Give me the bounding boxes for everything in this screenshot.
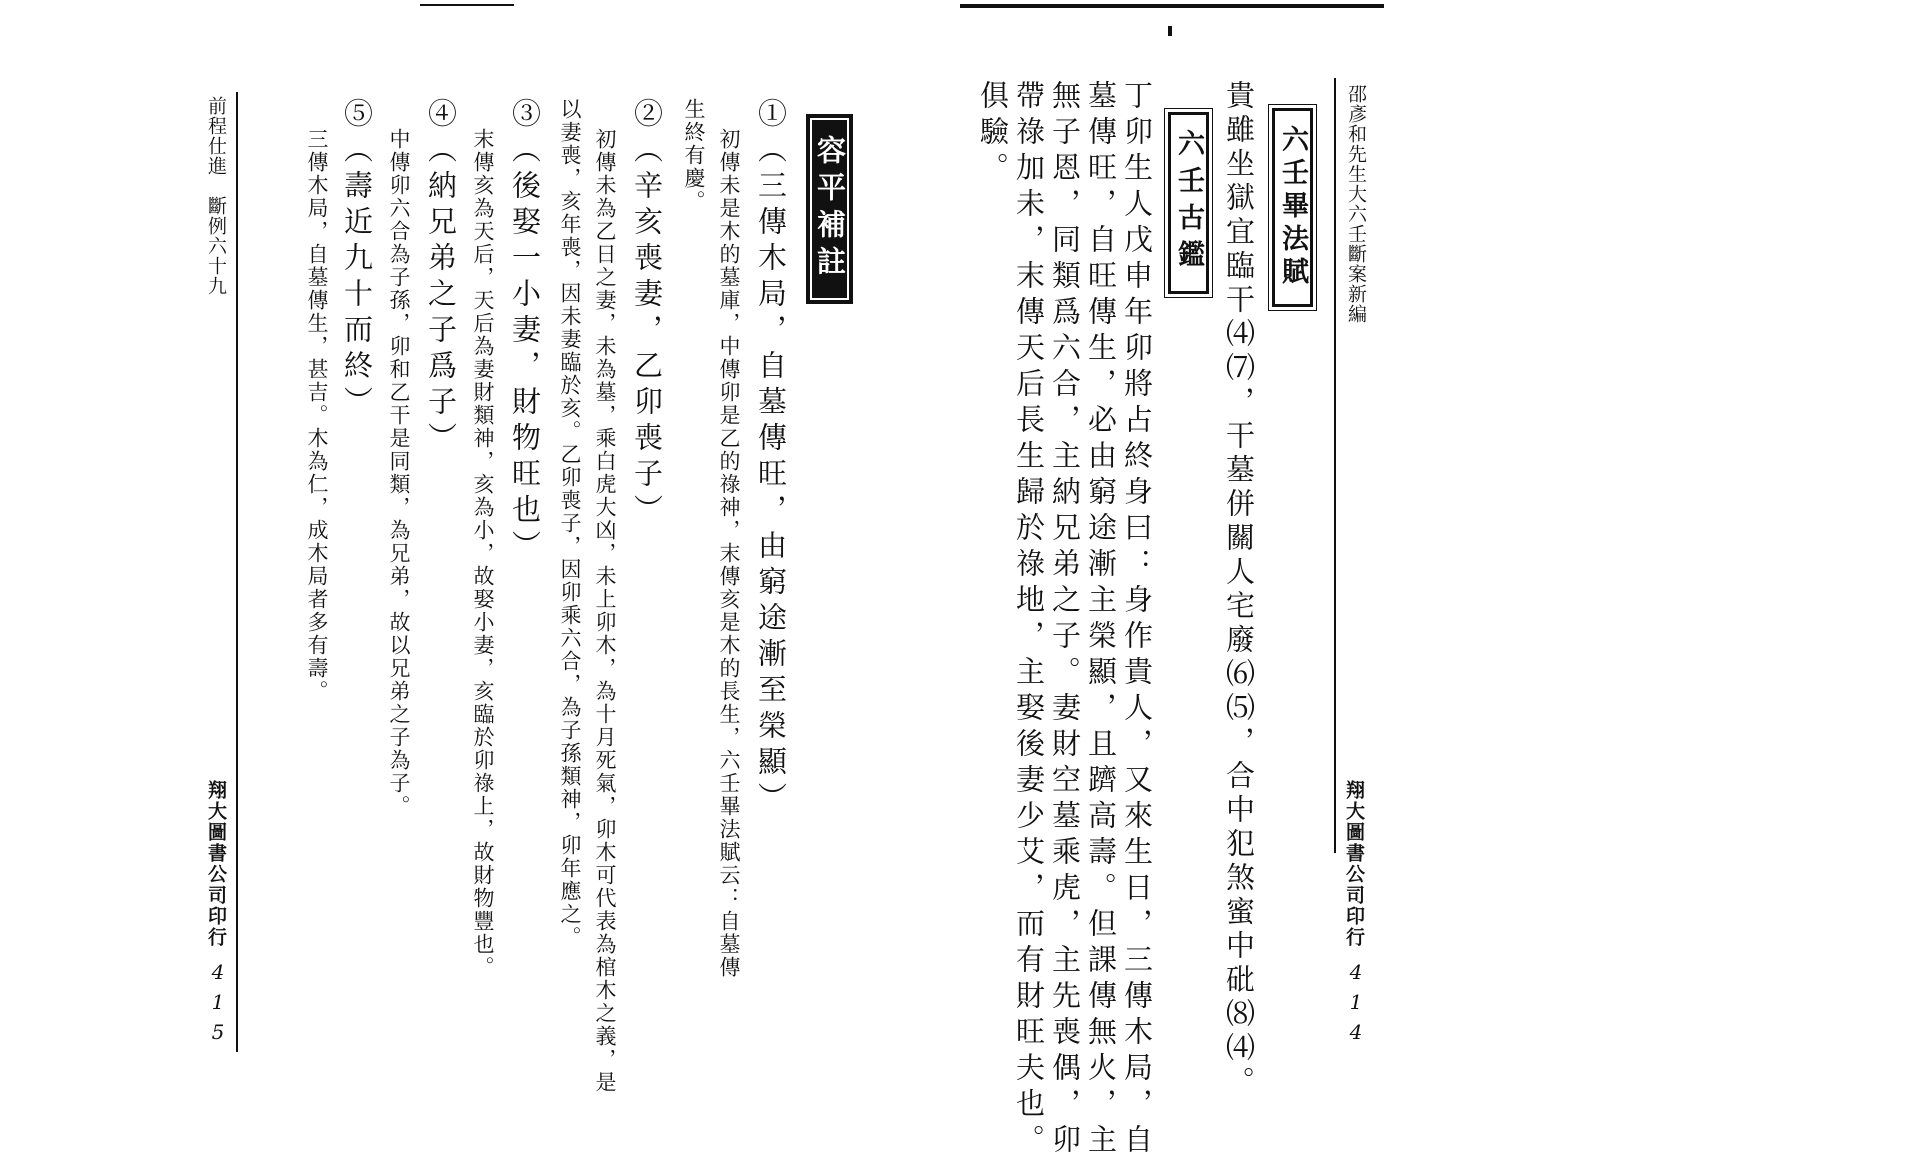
page-number: 414 bbox=[1344, 960, 1368, 1050]
ink-mark bbox=[1168, 26, 1172, 36]
header-rule bbox=[1334, 78, 1336, 853]
note-line: 三傳木局，自墓傳生，甚吉。木為仁，成木局者多有壽。 bbox=[305, 128, 329, 703]
note-heading: ③（後娶一小妻，財物旺也） bbox=[508, 98, 542, 566]
note-heading: ⑤（壽近九十而終） bbox=[340, 98, 374, 422]
banner-rongping: 容平補註 bbox=[806, 114, 853, 304]
page-header: 邵彥和先生大六壬斷案新編 bbox=[1345, 84, 1367, 324]
note-line: 末傳亥為天后，天后為妻財類神，亥為小，故娶小妻，亥臨於卯祿上，故財物豐也。 bbox=[471, 128, 495, 979]
heading-gujian: 六壬古鑑 bbox=[1168, 112, 1209, 294]
note-heading: ④（納兄弟之子爲子） bbox=[424, 98, 458, 458]
page-number: 415 bbox=[206, 960, 230, 1050]
note-line: 初傳未是木的墓庫，中傳卯是乙的祿神，末傳亥是木的長生，六壬畢法賦云：自墓傳 bbox=[717, 128, 741, 979]
top-rule bbox=[960, 4, 1384, 8]
body-line: 俱驗。 bbox=[976, 80, 1010, 188]
header-rule bbox=[236, 92, 238, 1052]
verse-text: 貴雖坐獄宜臨干⑷⑺，干墓併關人宅廢⑹⑸，合中犯煞蜜中砒⑻⑷。 bbox=[1222, 80, 1256, 1100]
right-page bbox=[960, 0, 1920, 1160]
note-line: 中傳卯六合為子孫，卯和乙干是同類，為兄弟，故以兄弟之子為子。 bbox=[387, 128, 411, 818]
note-heading: ①（三傳木局，自墓傳旺，由窮途漸至榮顯） bbox=[754, 98, 788, 818]
publisher-mark: 翔大圖書公司印行 bbox=[205, 780, 227, 948]
publisher-mark: 翔大圖書公司印行 bbox=[1343, 780, 1365, 948]
page-header: 前程仕進 斷例六十九 bbox=[205, 96, 227, 296]
note-heading: ②（辛亥喪妻，乙卯喪子） bbox=[630, 98, 664, 530]
body-line: 丁卯生人戊申年卯將占終身曰：身作貴人，又來生日，三傳木局，自 bbox=[1120, 80, 1154, 1160]
heading-bifa: 六壬畢法賦 bbox=[1272, 108, 1313, 307]
note-line: 以妻喪，亥年喪，因未妻臨於亥。乙卯喪子，因卯乘六合，為子孫類神，卯年應之。 bbox=[558, 98, 582, 949]
left-page bbox=[0, 0, 960, 1094]
body-line: 無子恩，同類爲六合，主納兄弟之子。妻財空墓乘虎，主先喪偶，卯 bbox=[1048, 80, 1082, 1160]
top-rule bbox=[420, 4, 514, 6]
body-line: 墓傳旺，自旺傳生，必由窮途漸主榮顯，且躋高壽。但課傳無火，主 bbox=[1084, 80, 1118, 1160]
note-line: 生終有慶。 bbox=[682, 98, 706, 213]
note-line: 初傳未為乙日之妻，未為墓，乘白虎大凶，未上卯木，為十月死氣，卯木可代表為棺木之義，是 bbox=[593, 128, 617, 1094]
body-line: 帶祿加未，末傳天后長生歸於祿地，主娶後妻少艾，而有財旺夫也。 bbox=[1012, 80, 1046, 1160]
